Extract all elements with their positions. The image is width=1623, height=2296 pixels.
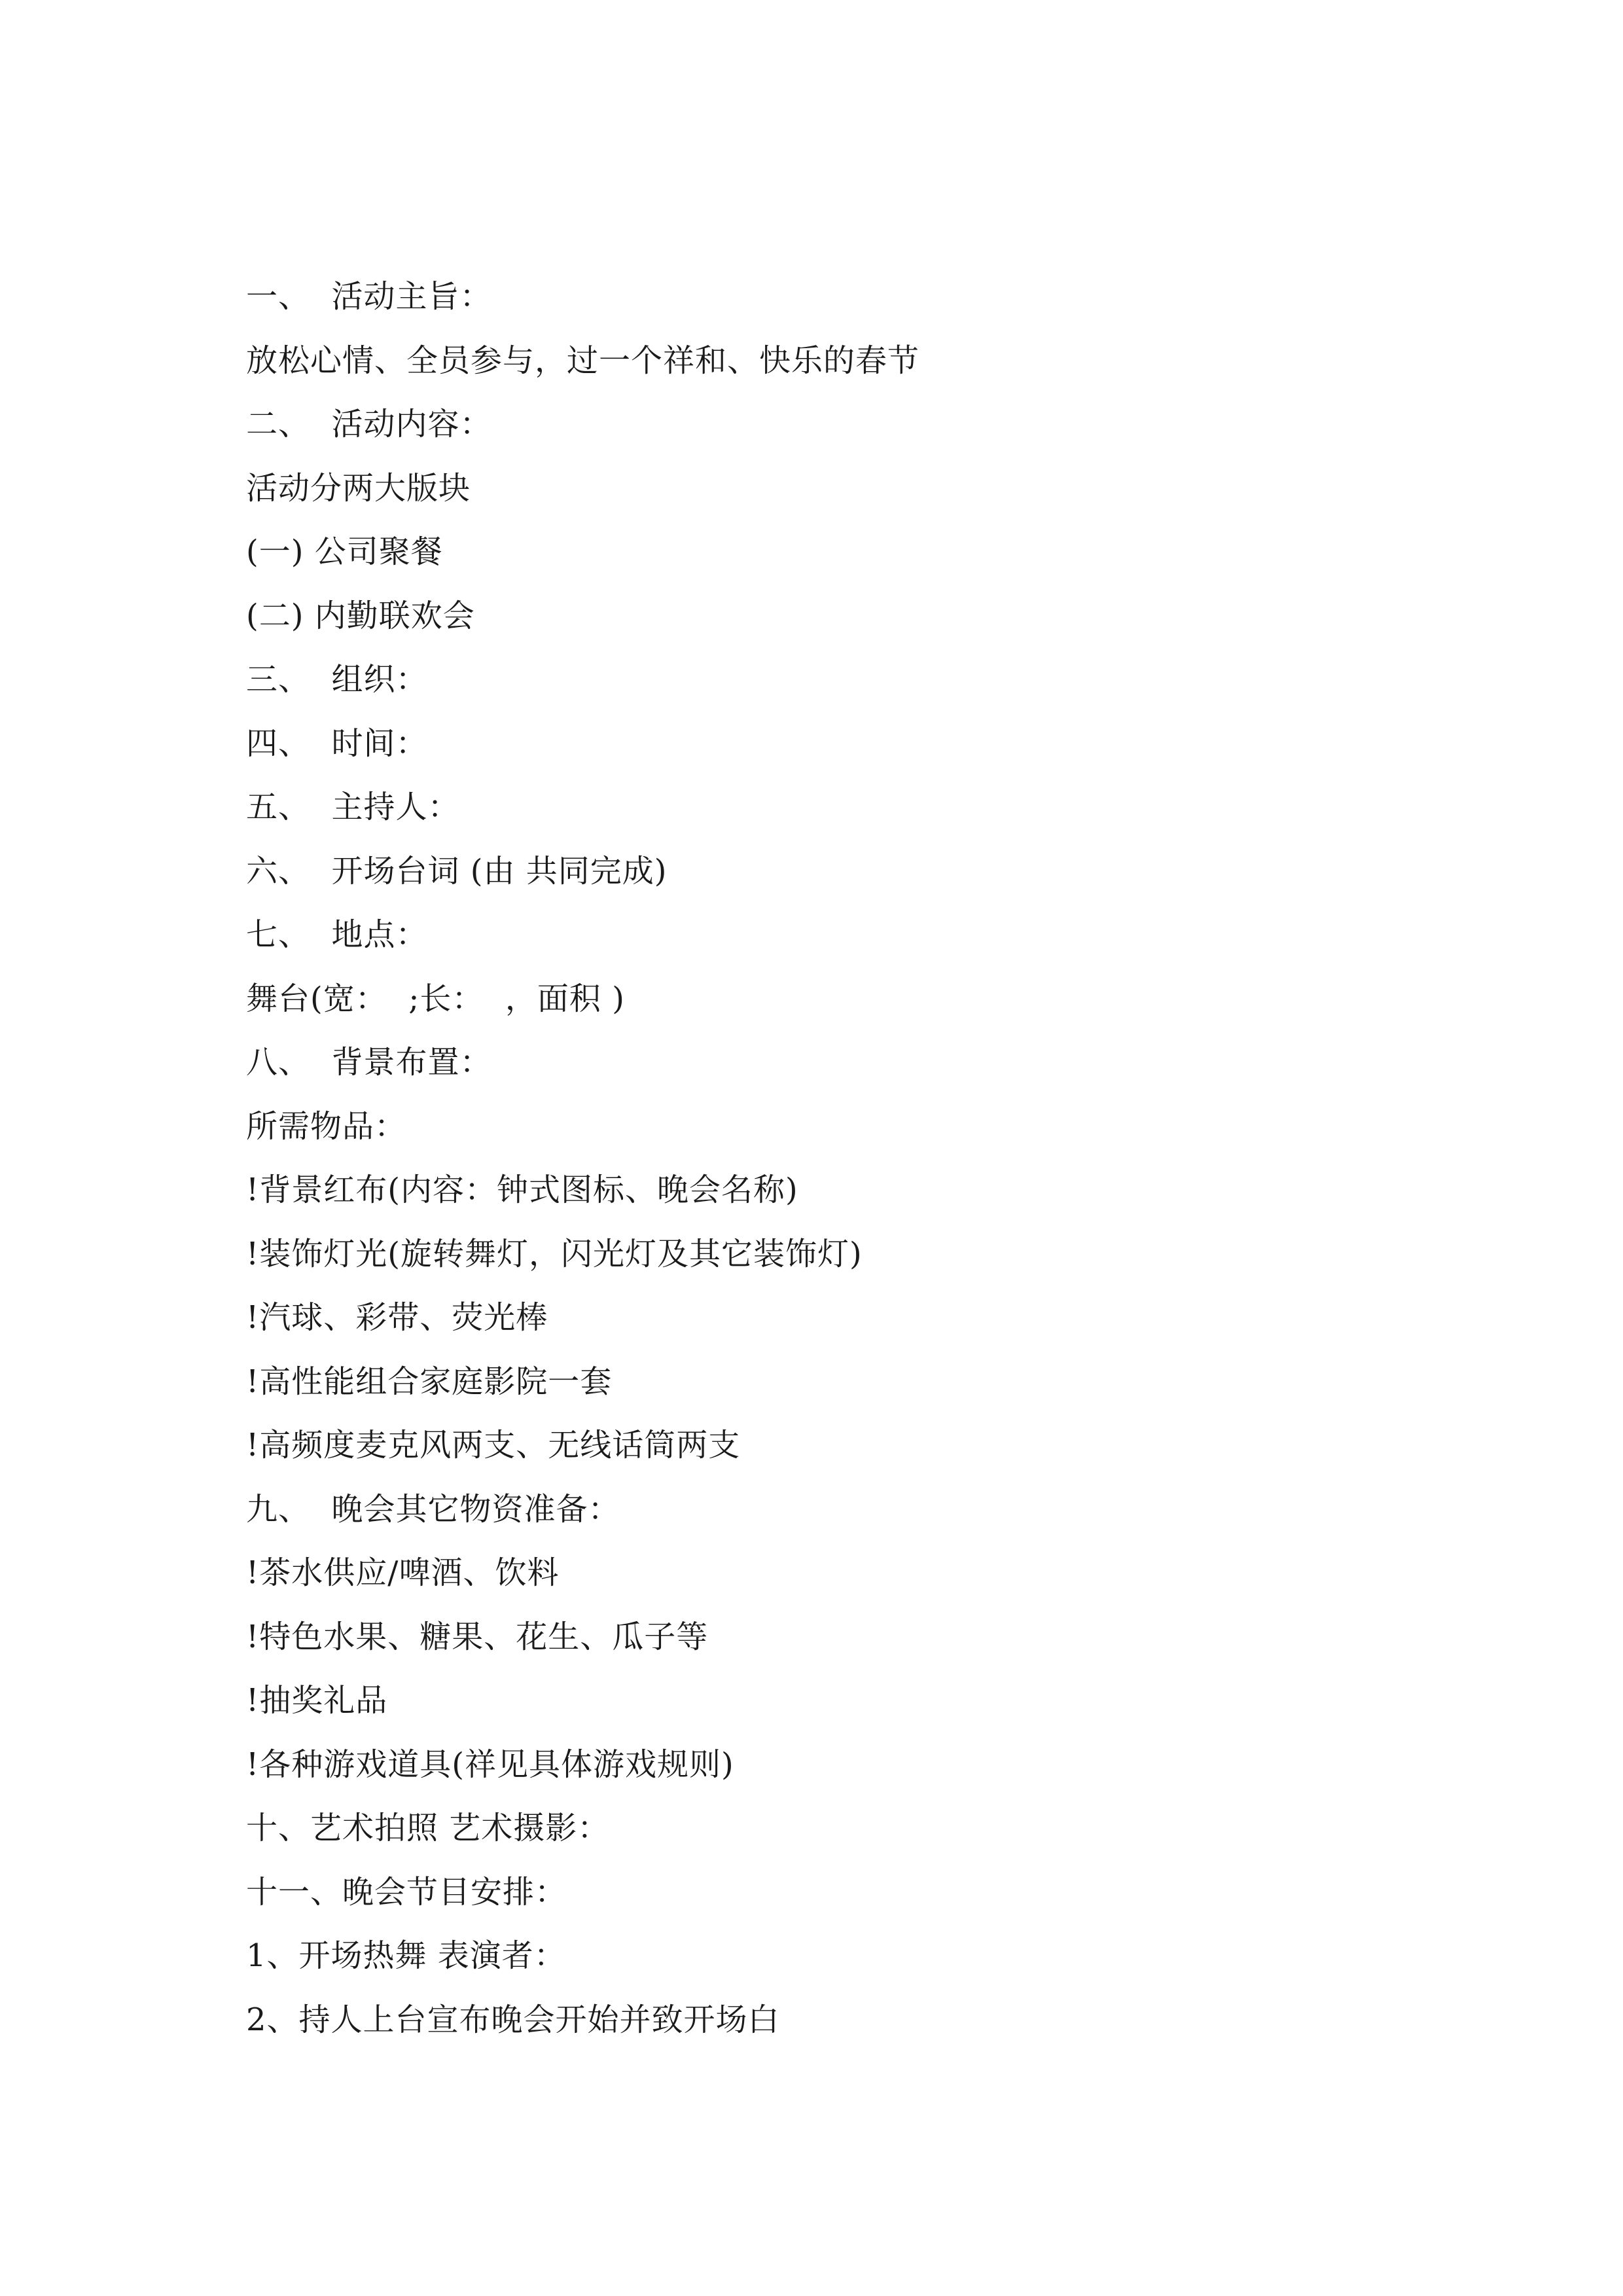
stage-dimensions-text: 舞台(宽： ;长： ，面积 ) (246, 980, 625, 1017)
required-items-label: 所需物品： (246, 1107, 407, 1145)
section-heading-supplies: 九、 晚会其它物资准备： (246, 1490, 620, 1528)
section-heading-content: 二、 活动内容： (246, 406, 492, 442)
list-item: !抽奖礼品 (246, 1682, 388, 1719)
section-heading-organization: 三、 组织： (246, 661, 428, 698)
section-heading-photography: 十、艺术拍照 艺术摄影： (246, 1810, 610, 1846)
section-heading-time: 四、 时间： (246, 725, 428, 762)
content-item-party: (二) 内勤联欢会 (246, 597, 475, 634)
program-item: 1、开场热舞 表演者： (246, 1937, 566, 1974)
list-item: !高频度麦克风两支、无线话筒两支 (246, 1427, 741, 1463)
section-heading-location: 七、 地点： (246, 916, 428, 953)
list-item: !各种游戏道具(祥见具体游戏规则) (246, 1746, 734, 1783)
section-heading-opening-lines: 六、 开场台词 (由 共同完成) (246, 852, 668, 889)
list-item: !汽球、彩带、荧光棒 (246, 1299, 548, 1336)
content-text: 活动分两大版块 (246, 469, 471, 507)
section-heading-host: 五、 主持人： (246, 789, 460, 825)
section-heading-background: 八、 背景布置： (246, 1044, 492, 1081)
section-heading-purpose: 一、 活动主旨： (246, 278, 492, 315)
content-item-dinner: (一) 公司聚餐 (246, 533, 443, 570)
document-body (246, 265, 1489, 2052)
list-item: !背景红布(内容：钟式图标、晚会名称) (246, 1172, 798, 1208)
list-item: !高性能组合家庭影院一套 (246, 1363, 613, 1400)
section-heading-program: 十一、晚会节目安排： (246, 1873, 567, 1910)
list-item: !茶水供应/啤酒、饮料 (246, 1554, 560, 1591)
purpose-text: 放松心情、全员参与，过一个祥和、快乐的春节 (246, 342, 920, 379)
list-item: !装饰灯光(旋转舞灯，闪光灯及其它装饰灯) (246, 1235, 863, 1272)
list-item: !特色水果、糖果、花生、瓜子等 (246, 1618, 709, 1655)
program-item: 2、持人上台宣布晚会开始并致开场白 (246, 2001, 780, 2038)
